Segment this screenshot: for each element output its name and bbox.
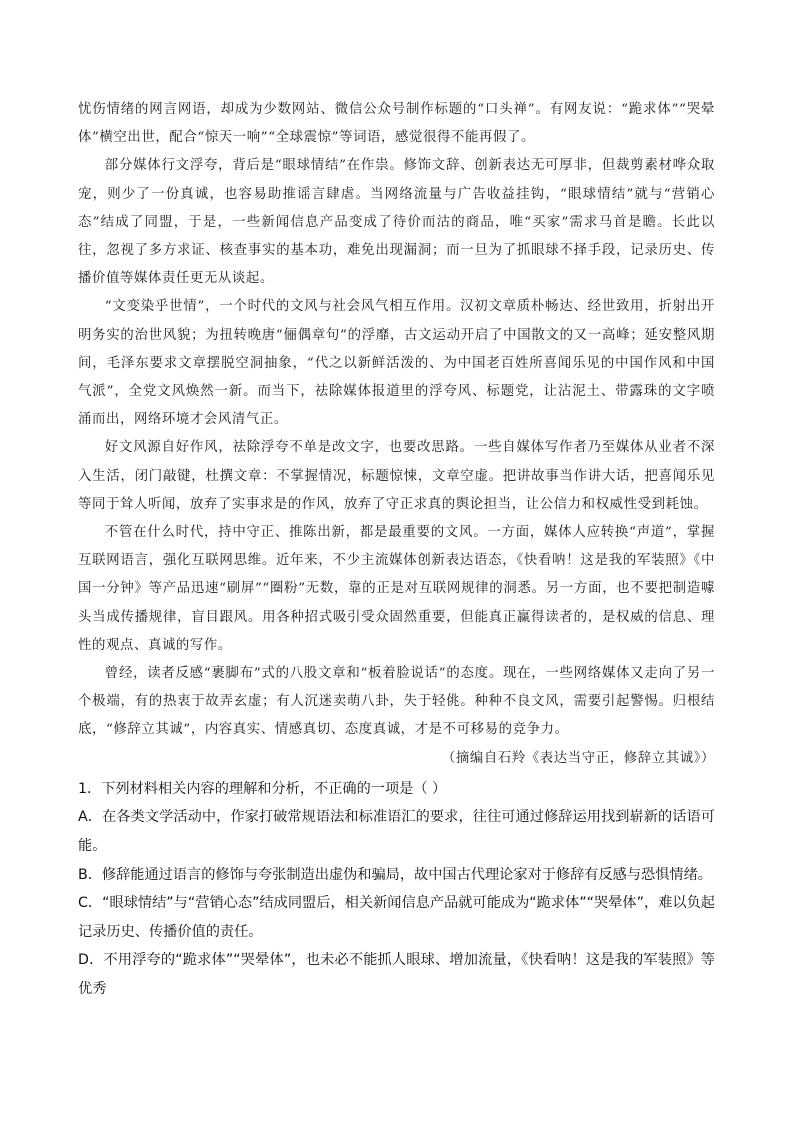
article-paragraph: 部分媒体行文浮夸，背后是“眼球情结”在作祟。修饰文辞、创新表达无可厚非，但裁剪素材哗众取宠，则少了一份真诚，也容易助推谣言肆虐。当网络流量与广告收益挂钩，“眼球情结”就与“营销心态”结成了同盟，于是，一些新闻信息产品变成了待价而沽的商品，唯“买家”需求马首是瞻。长此以往，忽视了多方求证、核查事实的基本功，难免出现漏洞；而一旦为了抓眼球不择手段，记录历史、传播价值等媒体责任更无从谈起。 — [78, 158, 715, 287]
article-body — [78, 96, 715, 773]
article-paragraph: 好文风源自好作风，祛除浮夸不单是改文字，也要改思路。一些自媒体写作者乃至媒体从业者不深入生活，闭门敲键，杜撰文章：不掌握情况，标题惊悚，文章空虚。把讲故事当作讲大话，把喜闻乐见等同于耸人听闻，放弃了实事求是的作风，放弃了守正求真的舆论担当，让公信力和权威性受到耗蚀。 — [78, 440, 715, 512]
question-option-a: A．在各类文学活动中，作家打破常规语法和标准语汇的要求，往往可通过修辞运用找到崭新的话语可能。 — [78, 809, 715, 855]
question-option-b: B．修辞能通过语言的修饰与夸张制造出虚伪和骗局，故中国古代理论家对于修辞有反感与恐惧情绪。 — [78, 866, 712, 883]
question-block — [78, 775, 715, 1004]
article-paragraph: 忧伤情绪的网言网语，却成为少数网站、微信公众号制作标题的“口头禅”。有网友说：“跪求体”“哭晕体”横空出世，配合“惊天一响”“全球震惊”等词语，感觉很得不能再假了。 — [78, 102, 715, 146]
article-paragraph: 不管在什么时代，持中守正、推陈出新，都是最重要的文风。一方面，媒体人应转换“声道”，掌握互联网语言，强化互联网思维。近年来，不少主流媒体创新表达语态，《快看呐！这是我的军装照》《中国一分钟》等产品迅速“刷屏”“圈粉”无数，靠的正是对互联网规律的洞悉。另一方面，也不要把制造噱头当成传播规律，盲目跟风。用各种招式吸引受众固然重要，但能真正赢得读者的，是权威的信息、理性的观点、真诚的写作。 — [78, 525, 715, 653]
article-paragraph: “文变染乎世情”，一个时代的文风与社会风气相互作用。汉初文章质朴畅达、经世致用，折射出开明务实的治世风貌；为扭转晚唐“俪偶章句”的浮靡，古文运动开启了中国散文的又一高峰；延安整风期间，毛泽东要求文章摆脱空洞抽象，“代之以新鲜活泼的、为中国老百姓所喜闻乐见的中国作风和中国气派”，全党文风焕然一新。而当下，祛除媒体报道里的浮夸风、标题党，让沾泥土、带露珠的文字喷涌而出，网络环境才会风清气正。 — [78, 299, 715, 428]
question-option-c: C．“眼球情结”与“营销心态”结成同盟后，相关新闻信息产品就可能成为“跪求体”“哭晕体”，难以负起记录历史、传播价值的责任。 — [78, 895, 715, 940]
article-source: （摘编自石羚《表达当守正，修辞立其诚》） — [441, 750, 715, 766]
question-option-d: D．不用浮夸的“跪求体”“哭晕体”，也未必不能抓人眼球、增加流量，《快看呐！这是我的军装照》等优秀 — [78, 952, 715, 998]
article-paragraph: 曾经，读者反感“裹脚布”式的八股文章和“板着脸说话”的态度。现在，一些网络媒体又走向了另一个极端，有的热衷于故弄玄虚；有人沉迷卖萌八卦，失于轻佻。种种不良文风，需要引起警惕。归根结底，“修辞立其诚”，内容真实、情感真切、态度真诚，才是不可移易的竞争力。 — [78, 666, 715, 738]
question-stem: 1．下列材料相关内容的理解和分析，不正确的一项是（ ） — [78, 780, 447, 797]
